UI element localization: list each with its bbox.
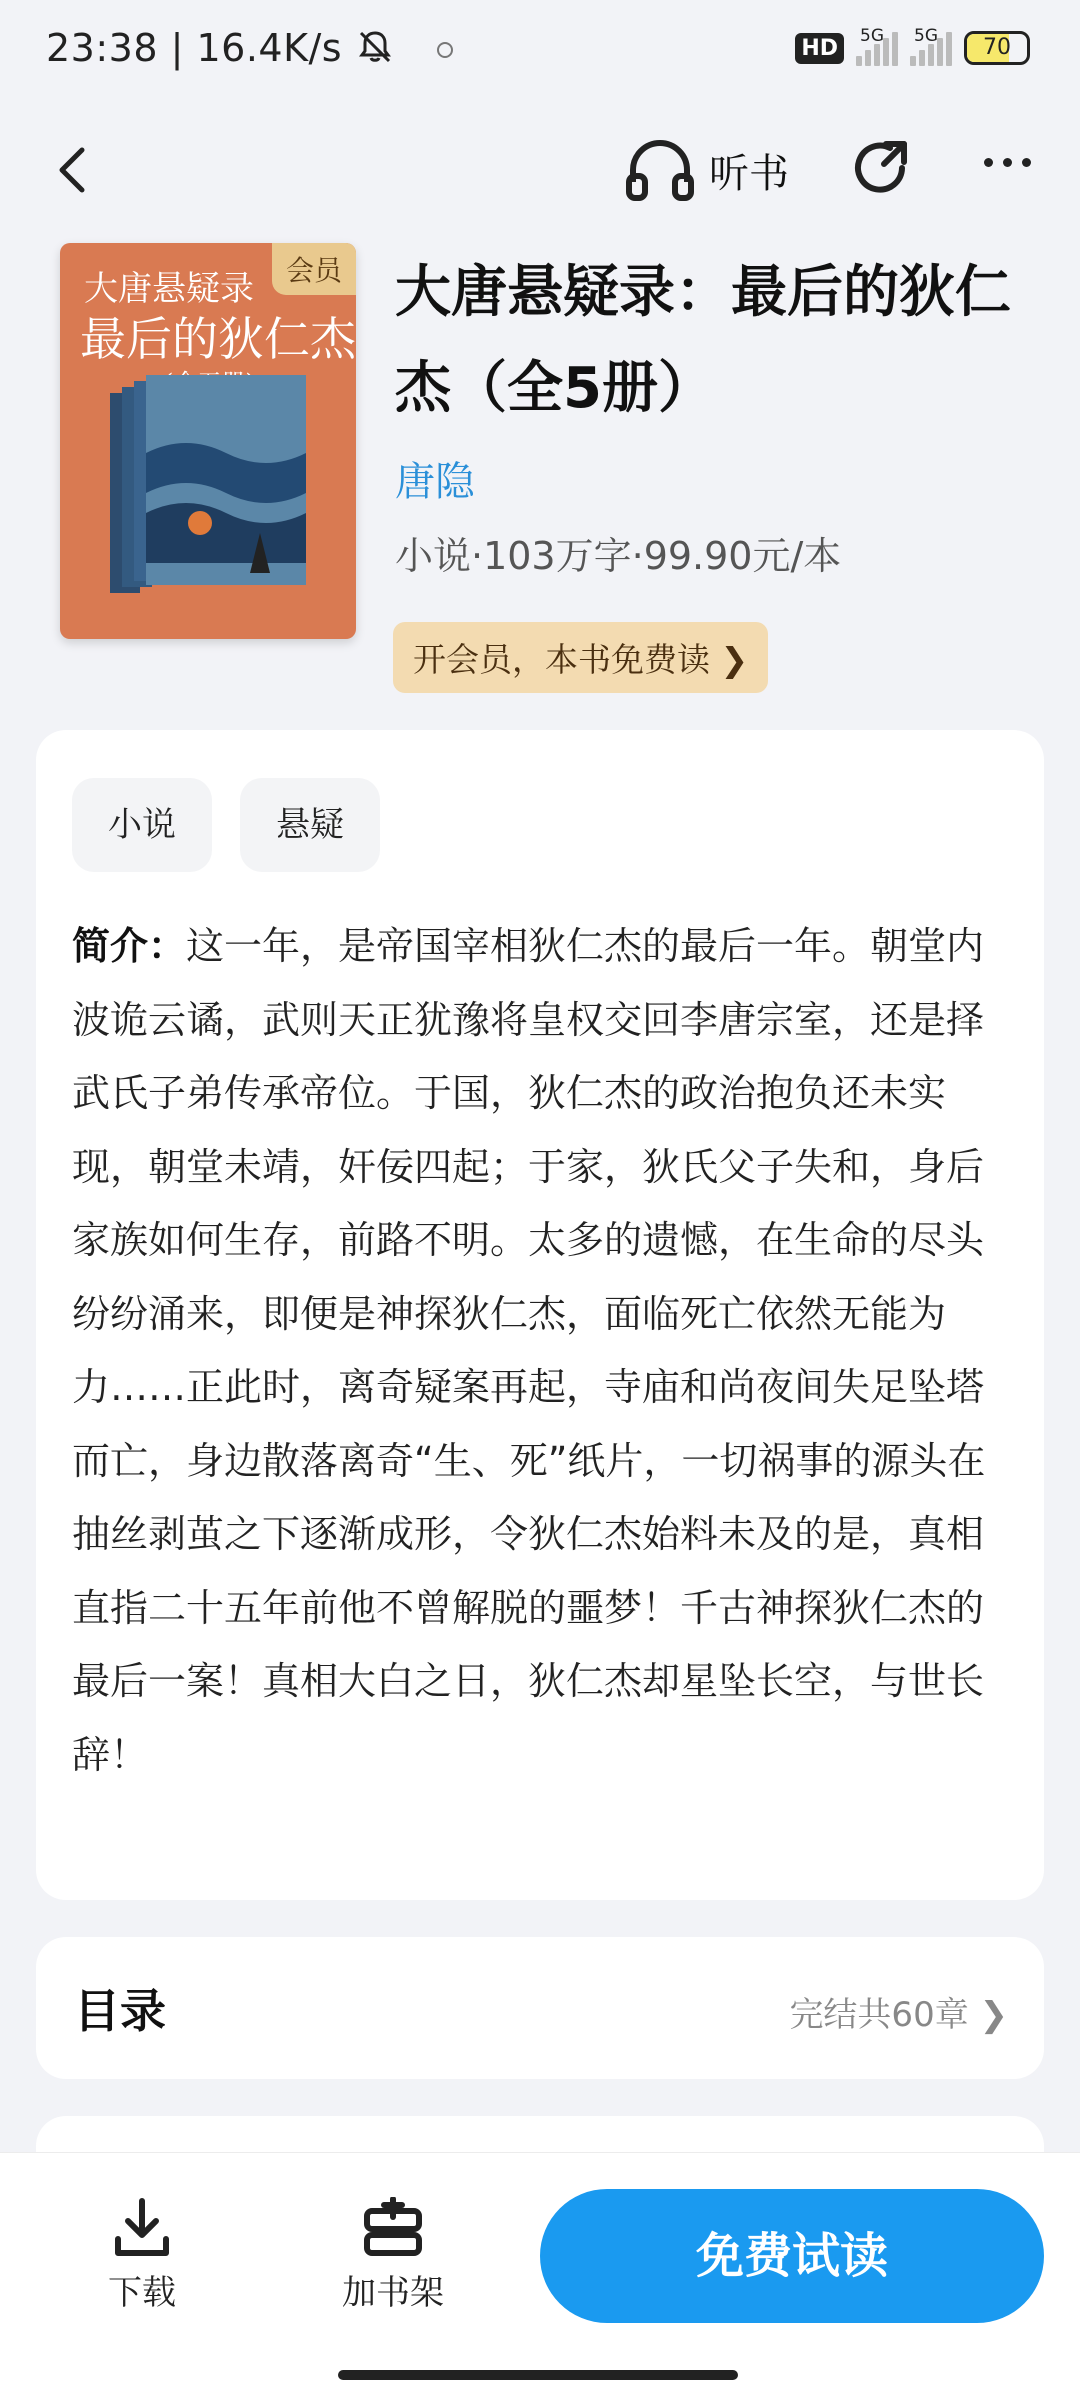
add-bookshelf-button[interactable] — [342, 2197, 444, 2314]
battery-icon: 70 — [964, 31, 1030, 65]
intro-card — [36, 730, 1044, 1900]
headphones-icon — [625, 138, 695, 202]
intro-text: 这一年，是帝国宰相狄仁杰的最后一年。朝堂内波诡云谲，武则天正犹豫将皇权交回李唐宗室，还是择武氏子弟传承帝位。于国，狄仁杰的政治抱负还未实现，朝堂未靖，奸佞四起；于家，狄氏父子失和，身后家族如何生存，前路不明。太多的遗憾，在生命的尽头纷纷涌来，即便是神探狄仁杰，面临死亡依然无能为力……正此时，离奇疑案再起，寺庙和尚夜间失足坠塔而亡，身边散落离奇“生、死”纸片，一切祸事的源头在抽丝剥茧之下逐渐成形，令狄仁杰始料未及的是，真相直指二十五年前他不曾解脱的噩梦！千古神探狄仁杰的最后一案！真相大白之日，狄仁杰却星坠长空，与世长辞！ — [72, 924, 986, 1777]
more-options-icon[interactable] — [984, 158, 1031, 167]
cover-books-illustration — [110, 373, 310, 603]
tag-mystery[interactable]: 悬疑 — [240, 778, 380, 872]
toc-label: 目录 — [74, 1984, 166, 2038]
hd-voice-badge: HD — [795, 33, 844, 64]
book-author[interactable]: 唐隐 — [395, 459, 475, 505]
toc-status: 完结共60章 ❯ — [789, 1995, 1008, 2035]
cover-title-text: 最后的狄仁杰 — [80, 312, 356, 366]
download-button[interactable] — [108, 2197, 176, 2314]
vip-badge: 会员 — [272, 243, 356, 295]
status-time-speed: 23:38 | 16.4K/s — [46, 26, 395, 70]
bottom-action-bar — [0, 2152, 1080, 2401]
bookshelf-icon — [361, 2197, 425, 2259]
book-meta: 小说·103万字·99.90元/本 — [395, 534, 842, 578]
top-bar — [0, 130, 1080, 220]
notification-dot — [437, 42, 453, 58]
vip-free-read-label: 开会员，本书免费读 ❯ — [413, 640, 749, 679]
intro-label: 简介： — [72, 924, 187, 968]
signal-icon: 5G — [856, 30, 898, 66]
download-icon — [112, 2197, 172, 2259]
home-indicator[interactable] — [338, 2370, 738, 2380]
tag-novel[interactable]: 小说 — [72, 778, 212, 872]
listen-label: 听书 — [709, 150, 789, 197]
book-cover[interactable] — [60, 243, 356, 639]
signal-icon-2: 5G — [910, 30, 952, 66]
download-label: 下载 — [108, 2273, 176, 2313]
back-arrow-icon[interactable] — [44, 140, 104, 200]
status-bar — [0, 0, 1080, 100]
listen-button[interactable] — [625, 138, 789, 202]
mute-bell-icon — [355, 27, 395, 67]
cover-series-text: 大唐悬疑录 — [84, 269, 254, 309]
book-title: 大唐悬疑录：最后的狄仁杰（全5册） — [395, 260, 1011, 421]
add-bookshelf-label: 加书架 — [342, 2273, 444, 2313]
free-trial-read-button[interactable]: 免费试读 — [540, 2189, 1044, 2323]
vip-free-read-button[interactable] — [393, 622, 768, 693]
share-icon[interactable] — [850, 138, 914, 202]
book-intro — [72, 910, 1007, 1792]
toc-row[interactable] — [36, 1937, 1044, 2079]
